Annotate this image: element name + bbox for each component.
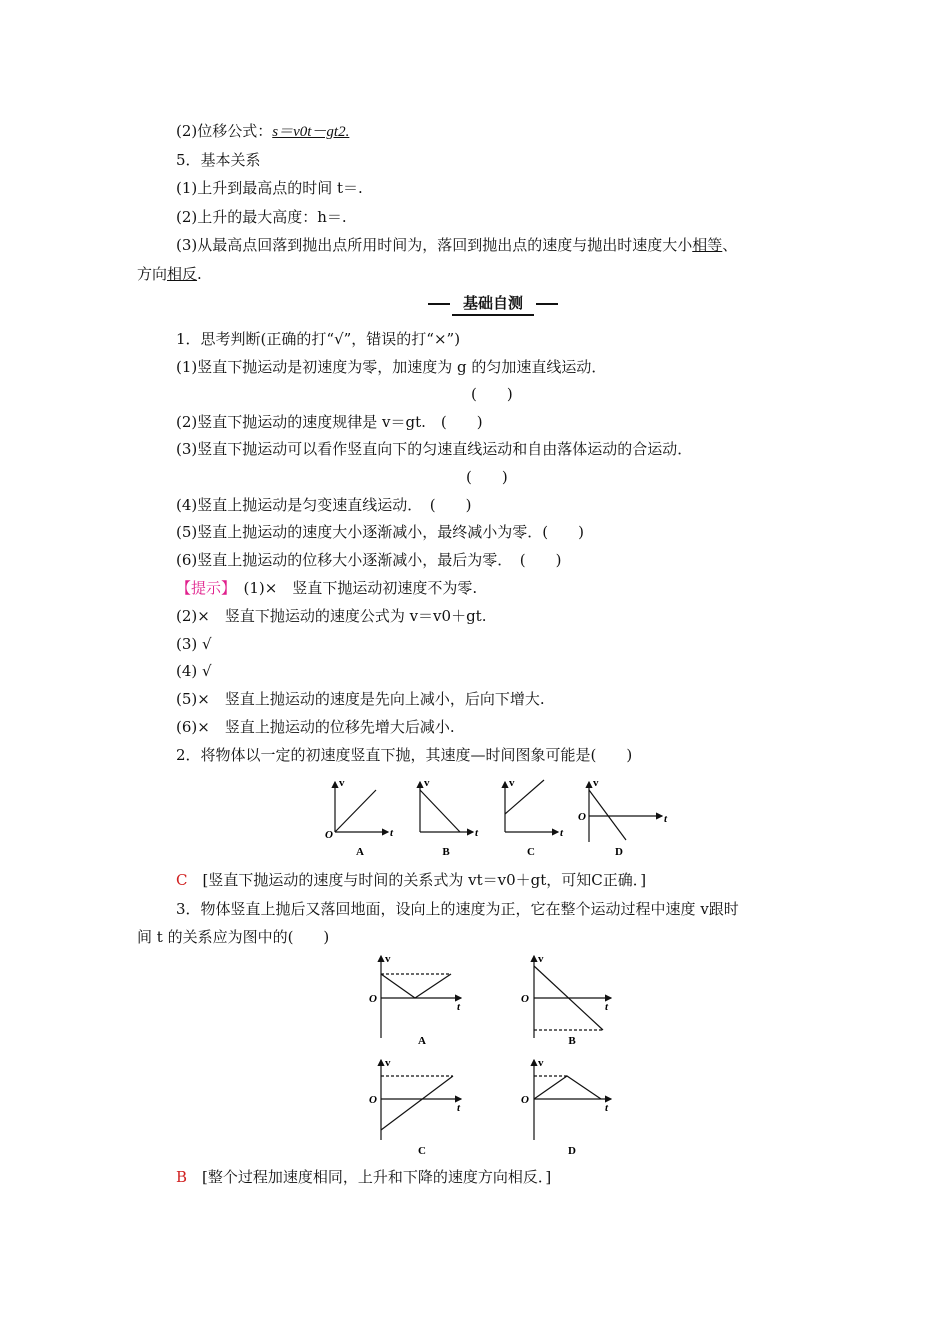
q1-statement-6: (6)竖直上抛运动的位移大小逐渐减小，最后为零． ( ) (176, 551, 562, 569)
q3-a-v-label: v (385, 953, 391, 965)
basic-relations-heading: 5．基本关系 (176, 151, 261, 169)
q3-b-t-label: t (605, 1001, 609, 1013)
direction-text: 方向 (137, 265, 168, 283)
q3-figure (365, 952, 625, 1164)
q2-graph-a (335, 782, 388, 832)
opposite-answer: 相反 (167, 265, 198, 283)
q3-c-v-label: v (385, 1057, 391, 1069)
q3-c-t-label: t (457, 1102, 461, 1114)
q2-figure (318, 770, 678, 862)
return-relation-text: (3)从最高点回落到抛出点所用时间为，落回到抛出点的速度与抛出时速度大小 (176, 236, 693, 254)
rise-time-line: (1)上升到最高点的时间 t＝. (176, 179, 363, 197)
title-rule-right (536, 303, 558, 305)
q3-d-t-label: t (605, 1102, 609, 1114)
q1-statement-4: (4)竖直上抛运动是匀变速直线运动． ( ) (176, 496, 472, 514)
hint-line-6: (6)× 竖直上抛运动的位移先增大后减小. (176, 718, 455, 736)
q3-b-caption: B (568, 1035, 576, 1047)
q2-answer-line (176, 869, 646, 891)
q2-b-t-label: t (475, 827, 479, 839)
q2-a-caption: A (356, 846, 364, 858)
q3-b-origin: O (521, 993, 529, 1005)
q3-c-origin: O (369, 1094, 377, 1106)
return-relation-punct: 、 (722, 236, 738, 254)
q3-graph-c (381, 1060, 461, 1140)
section-title (428, 292, 558, 316)
q2-d-v-label: v (593, 777, 599, 789)
displacement-formula-label: (2)位移公式： (176, 122, 273, 140)
q1-statement-2: (2)竖直下抛运动的速度规律是 v＝gt. ( ) (176, 413, 483, 431)
q2-d-t-label: t (664, 813, 668, 825)
hint-label: 【提示】 (176, 579, 229, 597)
displacement-formula-line (176, 120, 349, 143)
return-relation-line (176, 234, 737, 256)
q2-c-v-label: v (509, 777, 515, 789)
q2-answer-explanation: [竖直下抛运动的速度与时间的关系式为 vt＝v0＋gt，可知C正确．] (202, 871, 647, 889)
q3-d-v-label: v (538, 1057, 544, 1069)
max-height-line: (2)上升的最大高度：h＝. (176, 208, 347, 226)
q2-a-t-label: t (390, 827, 394, 839)
hint-1-text: (1)× 竖直下抛运动初速度不为零. (228, 579, 478, 597)
q3-c-caption: C (418, 1145, 426, 1157)
q2-stem: 2．将物体以一定的初速度竖直下抛，其速度—时间图象可能是( ) (176, 746, 633, 764)
q3-d-origin: O (521, 1094, 529, 1106)
q3-graph-a (381, 956, 461, 1038)
equal-answer: 相等 (692, 236, 723, 254)
q2-c-t-label: t (560, 827, 564, 839)
hint-line-4: (4) √ (176, 662, 212, 680)
q3-b-v-label: v (538, 953, 544, 965)
q2-graph-b (420, 782, 473, 832)
hint-line-5: (5)× 竖直上抛运动的速度是先向上减小，后向下增大. (176, 690, 545, 708)
q3-answer-line (176, 1166, 551, 1188)
q2-d-origin: O (578, 811, 586, 823)
q3-a-caption: A (418, 1035, 426, 1047)
q1-statement-3-blank: ( ) (466, 468, 508, 486)
q1-statement-5: (5)竖直上抛运动的速度大小逐渐减小，最终减小为零．( ) (176, 523, 584, 541)
q2-d-caption: D (615, 846, 623, 858)
q3-graph-d (534, 1060, 611, 1140)
q2-a-v-label: v (339, 777, 345, 789)
hint-line-2: (2)× 竖直下抛运动的速度公式为 v＝v0＋gt. (176, 607, 487, 625)
q2-answer-letter: C (176, 871, 188, 889)
q3-stem-line-2: 间 t 的关系应为图中的( ) (137, 928, 330, 946)
q2-b-caption: B (442, 846, 450, 858)
q1-statement-1-blank: ( ) (471, 385, 513, 403)
q3-answer-letter: B (176, 1168, 188, 1186)
q3-stem-line-1: 3．物体竖直上抛后又落回地面，设向上的速度为正，它在整个运动过程中速度 v跟时 (176, 900, 739, 918)
q2-b-v-label: v (424, 777, 430, 789)
hint-line-1 (176, 577, 477, 599)
q1-statement-1: (1)竖直下抛运动是初速度为零，加速度为 g 的匀加速直线运动． (176, 358, 607, 376)
q3-a-t-label: t (457, 1001, 461, 1013)
q1-stem: 1．思考判断(正确的打“√”，错误的打“×”) (176, 330, 461, 348)
direction-line (137, 263, 202, 285)
q2-a-origin: O (325, 829, 333, 841)
q3-answer-explanation: [整个过程加速度相同，上升和下降的速度方向相反．] (202, 1168, 552, 1186)
hint-line-3: (3) √ (176, 635, 212, 653)
title-rule-left (428, 303, 450, 305)
q2-graph-d (589, 782, 662, 842)
section-title-text: 基础自测 (452, 292, 534, 316)
q3-graph-b (534, 956, 611, 1038)
direction-punct: . (197, 265, 202, 283)
q3-d-caption: D (568, 1145, 576, 1157)
q2-c-caption: C (527, 846, 535, 858)
displacement-formula: s＝v0t－gt2. (272, 124, 350, 140)
q1-statement-3: (3)竖直下抛运动可以看作竖直向下的匀速直线运动和自由落体运动的合运动． (176, 440, 693, 458)
q3-a-origin: O (369, 993, 377, 1005)
